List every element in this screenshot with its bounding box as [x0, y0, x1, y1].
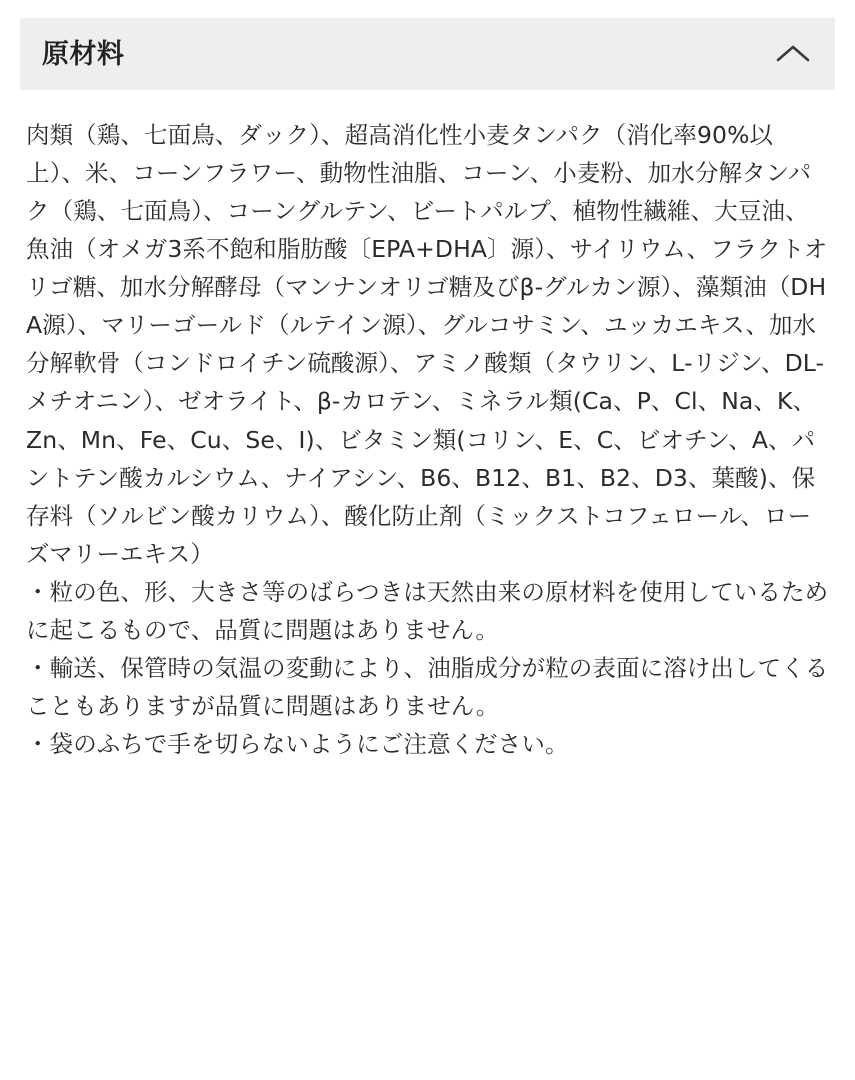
list-item: ・袋のふちで手を切らないようにご注意ください。: [26, 730, 569, 758]
ingredients-accordion-panel: [20, 90, 835, 803]
ingredients-text: 肉類（鶏、七面鳥、ダック）、超高消化性小麦タンパク（消化率90%以上）、米、コーンフラワー、動物性油脂、コーン、小麦粉、加水分解タンパク（鶏、七面鳥）、コーングルテン、ビートパルプ、植物性繊維、大豆油、魚油（オメガ3系不飽和脂肪酸〔EPA+DHA〕源）、サイリウム、フラクトオリゴ糖、加水分解酵母（マンナンオリゴ糖及びβ-グルカン源）、藻類油（DHA源）、マリーゴールド（ルテイン源）、グルコサミン、ユッカエキス、加水分解軟骨（コンドロイチン硫酸源）、アミノ酸類（タウリン、L-リジン、DL-メチオニン）、ゼオライト、β-カロテン、ミネラル類(Ca、P、Cl、Na、K、Zn、Mn、Fe、Cu、Se、I)、ビタミン類(コリン、E、C、ビオチン、A、パントテン酸カルシウム、ナイアシン、B6、B12、B1、B2、D3、葉酸)、保存料（ソルビン酸カリウム）、酸化防止剤（ミックストコフェロール、ローズマリーエキス）: [26, 121, 828, 568]
chevron-up-icon[interactable]: [773, 34, 813, 74]
notes-list: [26, 573, 829, 763]
panel-bottom-spacer: [26, 763, 829, 803]
list-item: ・輸送、保管時の気温の変動により、油脂成分が粒の表面に溶け出してくることもありますが品質に問題はありません。: [26, 653, 829, 720]
ingredients-accordion-header[interactable]: [20, 18, 835, 90]
list-item: ・粒の色、形、大きさ等のばらつきは天然由来の原材料を使用しているために起こるもので、品質に問題はありません。: [26, 577, 829, 644]
section-title: 原材料: [42, 38, 125, 70]
